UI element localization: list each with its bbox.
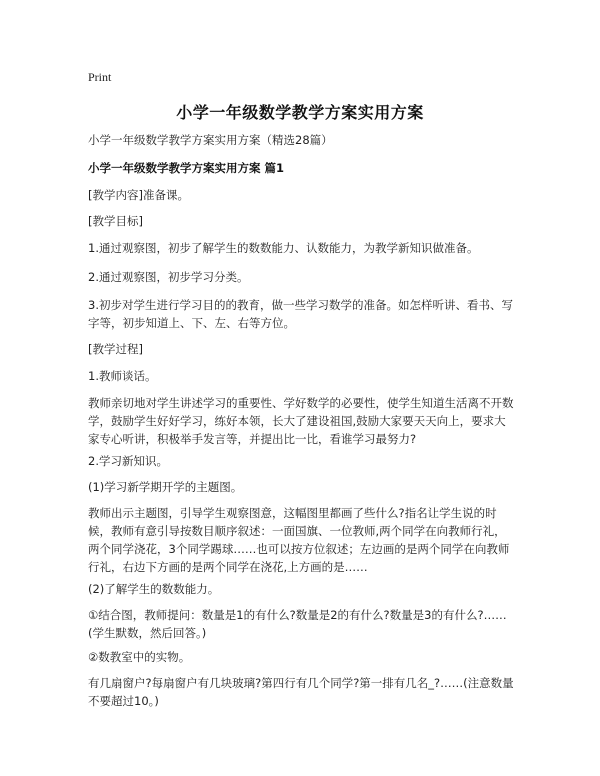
paragraph-teacher-talk: 教师亲切地对学生讲述学习的重要性、学好数学的必要性，使学生知道生活离不开数学，鼓励学生好好学习，练好本领，长大了建设祖国,鼓励大家要天天向上，要求大家专心听讲，积极举手发言等，并提出比一比，看谁学习最努力?: [88, 396, 514, 446]
section-heading: 小学一年级数学教学方案实用方案 篇1: [88, 161, 285, 175]
paragraph-teaching-content: [教学内容]准备课。: [88, 188, 189, 202]
paragraph-step-2: 2.学习新知识。: [88, 454, 168, 468]
paragraph-counting-question: ①结合图，教师提问：数量是1的有什么?数量是2的有什么?数量是3的有什么?……(学生默数，然后回答。): [88, 608, 507, 640]
paragraph-goal-3: 3.初步对学生进行学习目的的教育，做一些学习数学的准备。如怎样听讲、看书、写字等，初步知道上、下、左、右等方位。: [88, 298, 513, 330]
print-label[interactable]: Print: [88, 70, 112, 84]
paragraph-process-heading: [教学过程]: [88, 342, 143, 356]
paragraph-goal-1: 1.通过观察图，初步了解学生的数数能力、认数能力，为教学新知识做准备。: [88, 241, 479, 255]
paragraph-theme-image: 教师出示主题图，引导学生观察图意，这幅图里都画了些什么?指名让学生说的时候，教师有意引导按数目顺序叙述：一面国旗、一位教师,两个同学在向教师行礼，两个同学浇花，3个同学踢球……也可以按方位叙述；左边画的是两个同学在向教师行礼，右边下方画的是两个同学在浇花,上方画的是……: [88, 506, 510, 574]
paragraph-step-1: 1.教师谈话。: [88, 369, 157, 383]
document-title: 小学一年级数学教学方案实用方案: [176, 103, 424, 122]
paragraph-step-2-1: (1)学习新学期开学的主题图。: [88, 480, 243, 494]
paragraph-classroom-objects: ②数教室中的实物。: [88, 650, 191, 664]
document-subtitle: 小学一年级数学教学方案实用方案（精选28篇）: [88, 133, 333, 147]
paragraph-teaching-goals-heading: [教学目标]: [88, 214, 143, 228]
paragraph-window-question: 有几扇窗户?每扇窗户有几块玻璃?第四行有几个同学?第一排有几名_?……(注意数量不要超过10。): [88, 676, 514, 708]
paragraph-step-2-2: (2)了解学生的数数能力。: [88, 582, 220, 596]
paragraph-goal-2: 2.通过观察图，初步学习分类。: [88, 270, 249, 284]
